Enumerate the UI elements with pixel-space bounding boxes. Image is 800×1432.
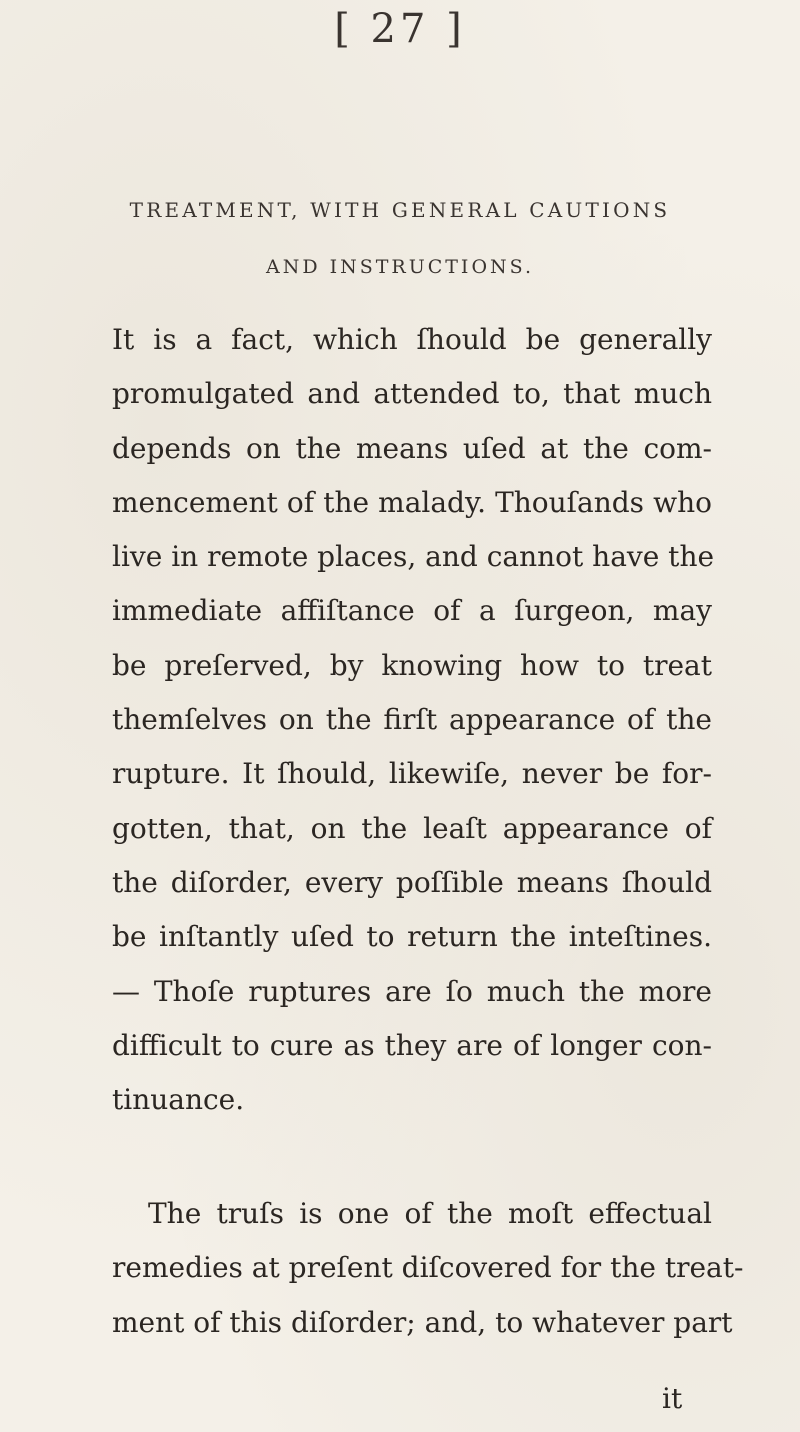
text-line: — Thoſe ruptures are ſo much the more — [112, 974, 712, 1008]
text-line: the diſorder, every poſſible means ſhould — [112, 865, 712, 899]
text-line: be preſerved, by knowing how to treat — [112, 648, 712, 682]
chapter-heading-line-2: AND INSTRUCTIONS. — [265, 256, 535, 278]
text-line: difficult to cure as they are of longer con- — [112, 1028, 712, 1062]
paragraph-1 — [112, 313, 715, 1127]
catchword: it — [662, 1382, 683, 1415]
text-line: depends on the means uſed at the com- — [112, 431, 712, 465]
text-line: live in remote places, and cannot have the — [112, 540, 715, 574]
text-line: The truſs is one of the moſt effectual — [148, 1197, 712, 1230]
paragraph-2 — [112, 1187, 744, 1350]
page-number: [ 27 ] — [334, 6, 466, 52]
text-line: ment of this diſorder; and, to whatever part — [112, 1305, 733, 1339]
text-line: immediate affiſtance of a ſurgeon, may — [112, 594, 712, 628]
text-line: It is a fact, which ſhould be generally — [112, 323, 712, 356]
text-line: be inſtantly uſed to return the inteſtines. — [112, 920, 712, 954]
text-line: themſelves on the firſt appearance of the — [112, 703, 712, 737]
text-line: gotten, that, on the leaſt appearance of — [112, 811, 712, 845]
text-line: tinuance. — [112, 1083, 245, 1117]
chapter-heading-line-1: TREATMENT, WITH GENERAL CAUTIONS — [129, 198, 671, 222]
text-line: promulgated and attended to, that much — [112, 377, 712, 411]
text-line: remedies at preſent diſcovered for the treat- — [112, 1251, 744, 1285]
text-line: rupture. It ſhould, likewiſe, never be for- — [112, 757, 712, 791]
text-line: mencement of the malady. Thouſands who — [112, 485, 712, 519]
